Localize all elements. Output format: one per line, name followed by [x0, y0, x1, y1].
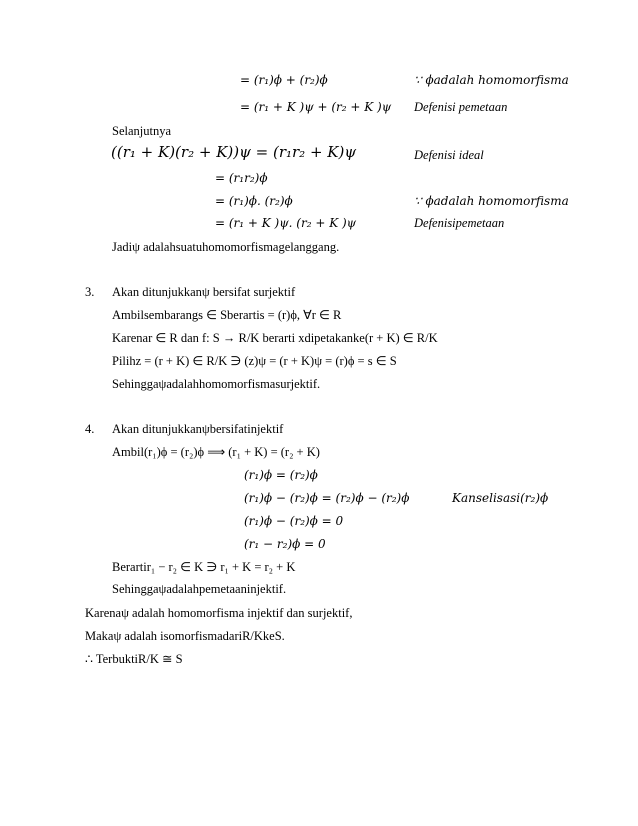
- item-3-number: 3.: [85, 285, 95, 299]
- item-4-line-6: (r₁ − r₂)ϕ = 0: [244, 537, 326, 551]
- item-4-line-2: Ambil(r₁)ϕ = (r₂)ϕ ⟹ (r₁ + K) = (r₂ + K): [112, 445, 320, 459]
- eq-line-6-note: Defenisipemetaan: [414, 216, 505, 230]
- item-4-line-8: Sehinggaψadalahpemetaaninjektif.: [112, 582, 287, 596]
- item-3-line-5: Sehinggaψadalahhomomorfismasurjektif.: [112, 377, 321, 391]
- eq-line-2: = (r₁ + K )ψ + (r₂ + K )ψ: [240, 100, 392, 114]
- eq-line-3-note: Defenisi ideal: [414, 148, 484, 162]
- item-3-line-1: Akan ditunjukkanψ bersifat surjektif: [112, 285, 296, 299]
- eq-line-1-note: ∵ ϕadalah homomorfisma: [414, 73, 569, 87]
- conclusion-homomorphism: Jadiψ adalahsuatuhomomorfismagelanggang.: [112, 240, 340, 254]
- eq-line-6: = (r₁ + K )ψ. (r₂ + K )ψ: [215, 216, 357, 230]
- item-3-line-2: Ambilsembarangs ∈ Sberartis = (r)ϕ, ∀r ∈ R: [112, 308, 342, 322]
- eq-line-3: ((r₁ + K)(r₂ + K))ψ = (r₁r₂ + K)ψ: [111, 143, 357, 161]
- item-4-line-4-note: Kanselisasi(r₂)ϕ: [452, 491, 549, 505]
- selanjutnya-label: Selanjutnya: [112, 124, 172, 138]
- eq-line-5-note: ∵ ϕadalah homomorfisma: [414, 194, 569, 208]
- item-3-line-3: Karenar ∈ R dan f: S → R/K berarti xdipetakanke(r + K) ∈ R/K: [112, 331, 438, 345]
- eq-line-2-note: Defenisi pemetaan: [414, 100, 508, 114]
- item-3-line-4: Pilihz = (r + K) ∈ R/K ∋ (z)ψ = (r + K)ψ = (r)ϕ = s ∈ S: [112, 354, 397, 368]
- item-4-number: 4.: [85, 422, 95, 436]
- item-4-line-7: Berartir₁ − r₂ ∈ K ∋ r₁ + K = r₂ + K: [112, 560, 296, 574]
- eq-line-4: = (r₁r₂)ϕ: [215, 171, 268, 185]
- closing-line-1: Karenaψ adalah homomorfisma injektif dan surjektif,: [85, 606, 353, 620]
- closing-line-3: ∴ TerbuktiR/K ≅ S: [85, 652, 183, 666]
- eq-line-1: = (r₁)ϕ + (r₂)ϕ: [240, 73, 328, 87]
- item-4-line-4: (r₁)ϕ − (r₂)ϕ = (r₂)ϕ − (r₂)ϕ: [244, 491, 410, 505]
- closing-line-2: Makaψ adalah isomorfismadariR/KkeS.: [85, 629, 285, 643]
- item-4-line-5: (r₁)ϕ − (r₂)ϕ = 0: [244, 514, 344, 528]
- eq-line-5: = (r₁)ϕ. (r₂)ϕ: [215, 194, 293, 208]
- item-4-line-1: Akan ditunjukkanψbersifatinjektif: [112, 422, 284, 436]
- item-4-line-3: (r₁)ϕ = (r₂)ϕ: [244, 468, 318, 482]
